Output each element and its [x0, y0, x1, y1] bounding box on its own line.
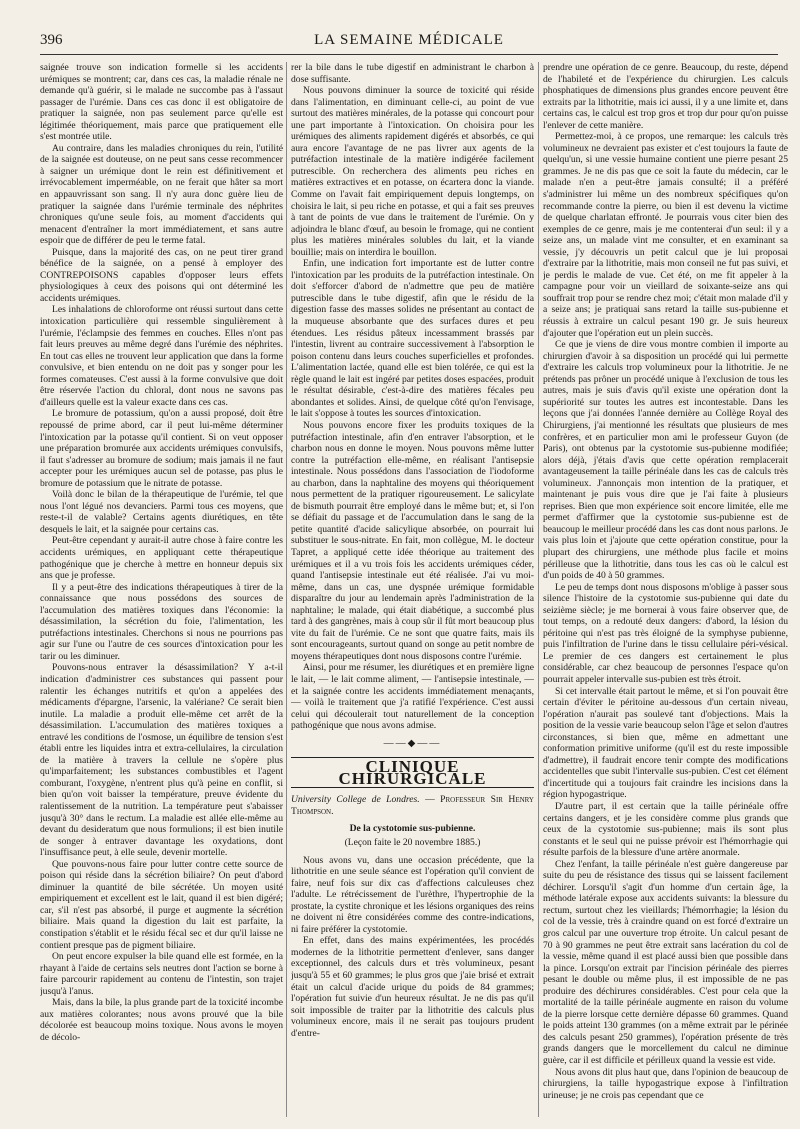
paragraph: rer la bile dans le tube digestif en administrant le charbon à dose suffisante.: [291, 62, 534, 85]
section-title: CLINIQUE CHIRURGICALE: [291, 757, 534, 788]
journal-title: LA SEMAINE MÉDICALE: [314, 32, 504, 48]
paragraph: Chez l'enfant, la taille périnéale n'est guère dangereuse par suite du peu de résistance des tissus qui se laissent facilement déchirer. Lorsqu'il s'agit d'un homme d'un certain âge, la méthode latérale expose aux accidents suivants: la blessure du rectum, surtout chez les vieillards; l'hémorrhagie; la lésion du col de la vessie, très à craindre quand on est forcé d'extraire un gros calcul par une ouverture trop étroite. Un calcul pesant de 70 à 90 grammes ne peut être extrait sans lacération du col de la vessie, même quand il est placé aussi bien que possible dans la pince. Lorsqu'on extrait par l'incision périnéale des pierres pesant le double ou même plus, il est impossible de ne pas produire des déchirures considérables. C'est pour cela que la mortalité de la taille périnéale augmente en raison du volume de la pierre lorsque cette dernière dépasse 60 grammes. Quand le poids atteint 130 grammes (on a même extrait par le périnée des calculs pesant 250 grammes), l'opération présente de très grands dangers que le morcellement du calcul ne diminue guère, car il est difficile et périlleux quand la vessie est vide.: [543, 858, 788, 1067]
paragraph: Le bromure de potassium, qu'on a aussi proposé, doit être repoussé de prime abord, car il peut lui-même déterminer l'intoxication par la potasse qu'il contient. Si on veut opposer une préparation bromurée aux accidents urémiques convulsifs, il faut s'adresser au bromure de sodium; mais jamais il ne faut accepter pour les urémiques aucun sel de potasse, pas plus le bromure de potassium que le nitrate de potasse.: [40, 408, 283, 489]
paragraph: prendre une opération de ce genre. Beaucoup, du reste, dépend de l'habileté et de l'expérience du chirurgien. Les calculs phosphatiques de dimensions plus grandes encore peuvent être extraits par la lithotritie, mais ici aussi, il y a une limite et, dans certains cas, le calcul est trop gros et trop dur pour qu'on puisse l'enlever de cette manière.: [543, 62, 788, 131]
paragraph: Ainsi, pour me résumer, les diurétiques et en première ligne le lait, — le lait comme aliment, — l'antisepsie intestinale, — et la saignée contre les accidents immédiatement menaçants, — voilà le traitement que j'a ratifié l'expérience. C'est aussi celui qui découlerait tout naturellement de la conception pathogénique que nous avons admise.: [291, 662, 534, 732]
paragraph: Enfin, une indication fort importante est de lutter contre l'intoxication par les produits de la putréfaction intestinale. On doit s'efforcer d'abord de n'admettre que peu de matière putrescible dans le tube digestif, afin que le résidu de la digestion fasse des masses solides ne présentant au contact de la muqueuse absorbante que des surfaces dures et peu étendues. Les résidus pâteux incessamment brassés par l'intestin, livrent au contraire successivement à l'absorption le poison contenu dans leurs couches superficielles et profondes. L'alimentation lactée, quand elle est bien tolérée, ce qui est la règle quand le lait est ingéré par petites doses espacées, produit le résultat désirable, c'est-à-dire des matières fécales peu abondantes et solides. Ainsi, de quelque côté qu'on l'envisage, le lait s'oppose à toutes les sources d'intoxication.: [291, 258, 534, 420]
byline-author: — Professeur Sir Henry Thompson.: [291, 794, 534, 817]
column-3: [543, 62, 788, 1122]
paragraph: Il y a peut-être des indications thérapeutiques à tirer de la connaissance que nous possédons des sources de l'accumulation des matières toxiques dans l'économie: la désassimilation, la sécrétion du foie, l'alimentation, les putréfactions intestinales. Cherchons si nous ne pourrions pas agir sur l'une ou l'autre de ces sources d'intoxication pour les tarir ou les diminuer.: [40, 581, 283, 662]
paragraph: D'autre part, il est certain que la taille périnéale offre certains dangers, et je les considère comme plus grands que ceux de la cystotomie sus-pubienne; mais ils sont plus constants et le seul qui ne puisse prévoir est l'hémorrhagie qui résulte parfois de la blessure d'une artère anormale.: [543, 801, 788, 859]
paragraph: Nous pouvons encore fixer les produits toxiques de la putréfaction intestinale, afin d'en entraver l'absorption, et le charbon nous en donne le moyen. Nous pouvons même lutter contre la putréfaction elle-même, en réalisant l'antisepsie intestinale. Nous possédons dans l'association de l'iodoforme au charbon, dans la naphtaline des moyens qui théoriquement nous permettent de la pratiquer rigoureusement. Le salicylate de bismuth pourrait être employé dans le même but; et, si l'on se défiait du passage et de l'accumulation dans le sang de la petite quantité d'acide salicylique absorbée, on pourrait lui substituer le sous-nitrate. En fait, mon collègue, M. le docteur Tapret, a appliqué cette idée théorique au traitement des urémiques et il a vu trois fois les accidents urémiques céder, quand l'antisepsie intestinale eut été réalisée. J'ai vu moi-même, dans un cas, une dyspnée urémique formidable disparaître du jour au lendemain après l'administration de la naphtaline; le malade, qui était diabétique, a succombé plus tard à des gangrènes, mais à coup sûr il fût mort beaucoup plus vite du fait de l'urémie. Ce ne sont que quatre faits, mais ils sont encourageants, surtout quand on songe au petit nombre de moyens thérapeutiques dont nous disposons contre l'urémie.: [291, 419, 534, 662]
paragraph: Nous pouvons diminuer la source de toxicité qui réside dans l'alimentation, en diminuant celle-ci, au point de vue surtout des matières minérales, de la potasse qui concourt pour une part importante à l'intoxication. On choisira pour les urémiques des aliments rapidement digérés et absorbés, ce qui aura encore l'avantage de ne pas livrer aux agents de la putréfaction intestinale de la matière indigérée facilement putrescible. On recherchera des aliments peu riches en matières extractives et en potasse, on écartera donc la viande. Comme on l'avait fait empiriquement depuis longtemps, on choisira le lait, si peu riche en potasse, et qui a fait ses preuves à tant de points de vue dans le traitement de l'urémie. On y adjoindra le blanc d'œuf, au besoin le fromage, qui ne contient plus les matières minérales solubles du lait, et la viande bouillie; mais on interdira le bouillon.: [291, 85, 534, 258]
paragraph: Permettez-moi, à ce propos, une remarque: les calculs très volumineux ne devraient pas exister et c'est toujours la faute de quelqu'un, si une vessie humaine contient une pierre pesant 25 grammes. Je ne dis pas que ce soit la faute du médecin, car le malade n'en a peut-être jamais consulté; il a préféré s'administrer lui même un des nombreux spécifiques qu'on recommande contre la pierre, ou bien il est devenu la victime de quelque charlatan effronté. Je pourrais vous citer bien des exemples de ce genre, mais je me contenterai d'un seul: il y a seize ans, un malade vint me consulter, et en examinant sa vessie, j'y découvris un petit calcul que je lui proposai d'extraire par la lithotritie, mais mon conseil ne fut pas suivi, et je perdis le malade de vue. Cet été, on me fit appeler à la campagne pour voir un vieillard de soixante-seize ans qui souffrait trop pour se rendre chez moi; c'était mon malade d'il y a seize ans; je pratiquai sans retard la taille sus-pubienne et réussis à extraire un calcul pesant 190 gr. Je suis heureux d'ajouter que l'opération eut un plein succès.: [543, 131, 788, 339]
paragraph: Le peu de temps dont nous disposons m'oblige à passer sous silence l'histoire de la cystotomie sus-pubienne qui date du seizième siècle; je me bornerai à vous faire observer que, de tout temps, on a redouté deux dangers: d'abord, la lésion du péritoine qui n'est pas très éloigné de la symphyse pubienne, puis l'infiltration de l'urine dans le tissu cellulaire péri-vésical. Le premier de ces dangers est certainement le plus considérable, car chez beaucoup de personnes l'espace qu'on pourrait appeler intervalle sus-pubien est très étroit.: [543, 581, 788, 685]
article-conclusion: [291, 62, 534, 732]
lecture-date: (Leçon faite le 20 novembre 1885.): [344, 837, 481, 848]
page-number: 396: [40, 32, 63, 48]
paragraph: Puisque, dans la majorité des cas, on ne peut tirer grand bénéfice de la saignée, on a pensé à employer des CONTREPOISONS capables d'opposer leurs effets physiologiques à ceux des poisons qui ont déterminé les accidents urémiques.: [40, 246, 283, 304]
paragraph: Si cet intervalle était partout le même, et si l'on pouvait être certain d'éviter le péritoine au-dessous d'un certain niveau, l'opération n'aurait pas soulevé tant d'objections. Mais la position de la vessie varie beaucoup selon l'âge et selon d'autres circonstances, si bien que, même en admettant une conformation primitive uniforme (qu'il est du reste impossible d'admettre), il faudrait encore tenir compte des modifications accidentelles que subit l'intervalle sus-pubien. C'est cet élément d'incertitude qui a toujours fait craindre les incisions dans la région hypogastrique.: [543, 685, 788, 801]
paragraph: Voilà donc le bilan de la thérapeutique de l'urémie, tel que nous l'ont légué nos devanciers. Parmi tous ces moyens, que reste-t-il de valable? Certains agents diurétiques, en tête desquels le lait, et la saignée pour certains cas.: [40, 489, 283, 535]
column-1: [40, 62, 283, 1122]
paragraph: On peut encore expulser la bile quand elle est formée, en la rhayant à l'aide de certains sels neutres dont l'action se borne à faire parcourir rapidement au contenu de l'intestin, son trajet jusqu'à l'anus.: [40, 951, 283, 997]
lecture-title: De la cystotomie sus-pubienne.: [349, 823, 476, 835]
section-ornament: ——◆——: [383, 737, 442, 749]
paragraph: En effet, dans des mains expérimentées, les procédés modernes de la lithotritie permettent d'enlever, sans danger exceptionnel, des calculs durs et très volumineux, pesant jusqu'à 55 et 60 grammes; le plus gros que j'aie brisé et extrait était un calcul d'acide urique du poids de 84 grammes; l'opération fut suivie d'un heureux résultat. Je ne dis pas qu'il soit impossible de traiter par la lithotritie des calculs plus volumineux encore, mais il ne serait pas toujours prudent d'entre-: [291, 935, 534, 1039]
paragraph: Que pouvons-nous faire pour lutter contre cette source de poison qui réside dans la sécrétion biliaire? On peut d'abord diminuer la quantité de bile sécrétée. Un moyen usité empiriquement et excellent est le lait, quand il est bien digéré; car, s'il n'est pas absorbé, il purge et augmente la sécrétion biliaire. Mais quand la digestion du lait est parfaite, la constipation s'établit et le résidu fécal sec et dur qu'il laisse ne contient presque pas de pigment biliaire.: [40, 858, 283, 951]
paragraph: saignée trouve son indication formelle si les accidents urémiques se montrent; car, dans ces cas, la maladie rénale ne demande qu'à guérir, si le malade ne succombe pas à l'assaut passager de l'urémie. Dans ces cas donc il est obligatoire de pratiquer la saignée, non pas seulement parce qu'elle est légitimée théoriquement, mais parce que pratiquement elle s'est montrée utile.: [40, 62, 283, 143]
paragraph: Mais, dans la bile, la plus grande part de la toxicité incombe aux matières colorantes; nous avons prouvé que la bile décolorée est beaucoup moins toxique. Nous avons le moyen de décolo-: [40, 997, 283, 1043]
column-2: [291, 62, 534, 1122]
paragraph: Ce que je viens de dire vous montre combien il importe au chirurgien d'avoir à sa disposition un procédé qui lui permette d'extraire les calculs trop volumineux pour la lithotritie. Je ne prétends pas prôner un procédé unique à l'exclusion de tous les autres, mais je suis d'avis qu'il existe une opération dont la supériorité sur toutes les autres est incontestable. Dans les leçons que j'ai données l'année dernière au Collège Royal des Chirurgiens, j'ai mentionné les résultats que plusieurs de mes confrères, et en particulier mon ami le professeur Guyon (de Paris), ont obtenus par la cystotomie sus-pubienne modifiée; alors déjà, j'étais d'avis que cette opération remplacerait avantageusement la taille périnéale dans les cas de calculs très volumineux. J'annonçais mon intention de la pratiquer, et maintenant je puis vous dire que je l'ai faite à plusieurs reprises. Bien que mon expérience soit encore limitée, elle me permet d'affirmer que la cystotomie sus-pubienne est de beaucoup le meilleur procédé dans les cas dont nous parlons. Je vais plus loin et j'ajoute que cette opération constitue, pour la plupart des chirurgiens, une méthode plus facile et moins périlleuse que la lithotritie, dans tous les cas où le calcul est d'un poids de 40 à 50 grammes.: [543, 339, 788, 582]
paragraph: Nous avons vu, dans une occasion précédente, que la lithotritie en une seule séance est l'opération qu'il convient de faire, neuf fois sur dix cas d'affections calculeuses chez l'adulte. Le rétrécissement de l'urèthre, l'hypertrophie de la prostate, la cystite chronique et les lésions organiques des reins ne doivent ni être considérées comme des contre-indications, ni faire préférer la cystotomie.: [291, 854, 534, 935]
paragraph: Les inhalations de chloroforme ont réussi surtout dans cette intoxication particulière qui ressemble singulièrement à l'urémie, l'éclampsie des femmes en couches. Elles n'ont pas fait leurs preuves au même degré dans l'urémie des néphrites. En tout cas elles ne trouvent leur application que dans la forme convulsive, et bien entendu on ne doit pas y songer pour les formes comateuses. C'est aussi à la forme convulsive que doit être réservée l'action du chloral, dont nous ne savons pas d'ailleurs quelle est la valeur exacte dans ces cas.: [40, 304, 283, 408]
byline-place: University College de Londres.: [291, 794, 420, 806]
page-header: [40, 32, 778, 55]
lecture-body: [291, 855, 534, 1040]
paragraph: Nous avons dit plus haut que, dans l'opinion de beaucoup de chirurgiens, la taille hypogastrique expose à l'infiltration urineuse; je ne crois pas cependant que ce: [543, 1066, 788, 1101]
paragraph: Au contraire, dans les maladies chroniques du rein, l'utilité de la saignée est douteuse, on ne peut sans cesse recommencer à saigner un urémique dont le rein est définitivement et irrévocablement imperméable, on ne ferait que hâter sa mort en appauvrissant son sang. Il n'y aura donc guère lieu de pratiquer la saignée dans l'urémie terminale des néphrites chroniques qu'une seule fois, au moment d'accidents qui menacent d'entraîner la mort immédiatement, et sans autre espoir que de différer de peu le terme fatal.: [40, 142, 283, 247]
article-byline: [291, 794, 534, 817]
column-divider: [286, 62, 287, 1117]
paragraph: Pouvons-nous entraver la désassimilation? Y a-t-il indication d'administrer ces substances qui passent pour ralentir les échanges nutritifs et qu'on a appelées des médicaments d'épargne, l'arsenic, la valériane? Ce serait bien inutile. La maladie a produit elle-même cet arrêt de la désassimilation. L'accumulation des matières toxiques a entravé les conditions de l'osmose, un équilibre de tension s'est établi entre les liquides intra et extra-cellulaires, la circulation de la matière à travers la cellule ne s'opère plus qu'imparfaitement; les substances combustibles et l'agent comburant, l'oxygène, n'entrent plus qu'à peine en conflit, si bien qu'on voit baisser la température, preuve évidente du ralentissement de la nutrition. La température peut s'abaisser jusqu'à 30° dans le rectum. La maladie est allée elle-même au devant du desideratum que nous formulions; il est bien inutile de songer à entraver davantage les oxydations, dont l'insuffisance peut, à elle seule, devenir mortelle.: [40, 662, 283, 859]
column-divider: [538, 62, 539, 1117]
paragraph: Peut-être cependant y aurait-il autre chose à faire contre les accidents urémiques, en appliquant cette thérapeutique pathogénique que je cherche à mettre en honneur depuis six ans que je professe.: [40, 535, 283, 582]
